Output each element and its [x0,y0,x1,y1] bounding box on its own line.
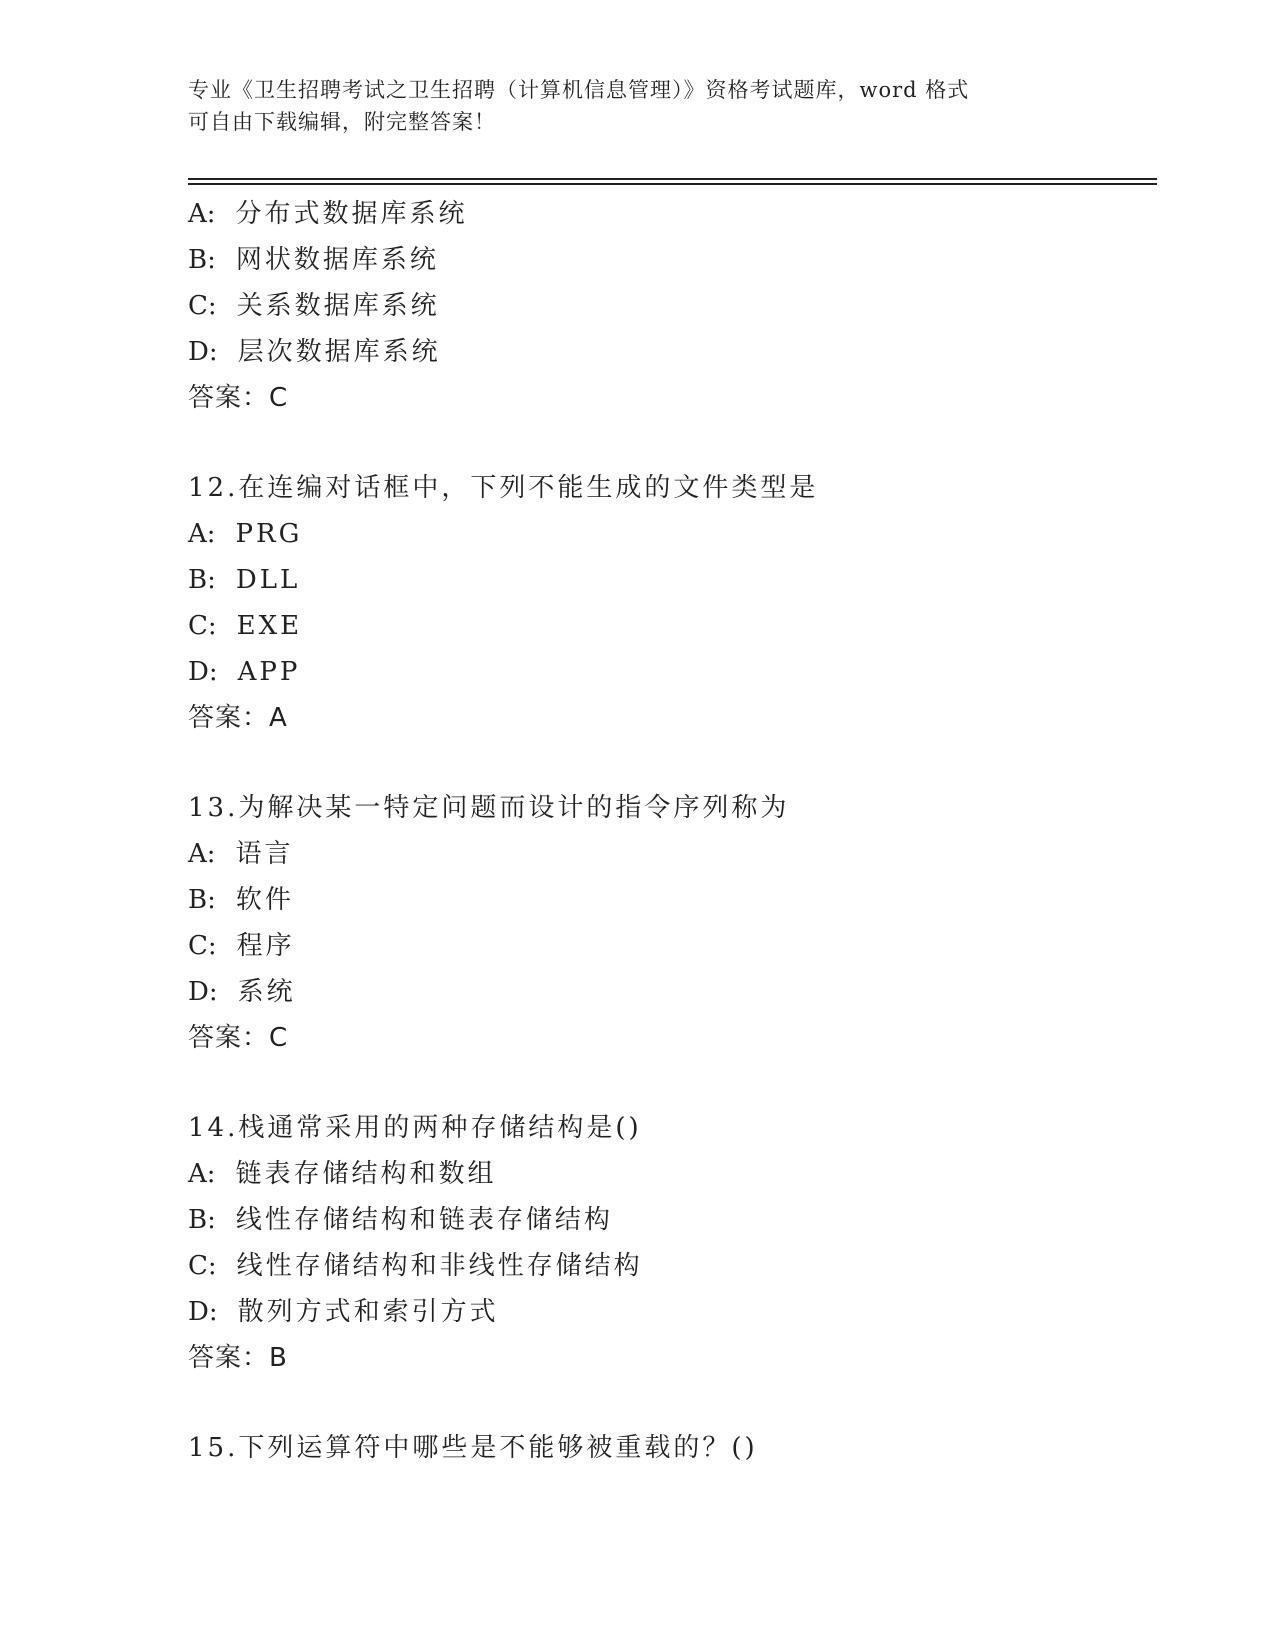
answer: 答案：C [188,1023,289,1053]
question-stem: 15.下列运算符中哪些是不能够被重载的？() [188,1433,758,1463]
option-a: A: 分布式数据库系统 [188,199,468,229]
question-12 [188,465,1168,741]
option-b: B: 软件 [188,885,294,915]
option-d: D: APP [188,657,301,687]
option-text: DLL [235,565,301,595]
option-a: A: 语言 [188,839,294,869]
question-13 [188,785,1168,1061]
header-rule-bottom [188,183,1157,185]
header-note [188,74,1088,138]
question-list [188,191,1168,1471]
answer: 答案：A [188,703,288,733]
option-text: 网状数据库系统 [235,245,439,275]
option-text: 链表存储结构和数组 [235,1159,497,1189]
header-line-2: 可自由下载编辑，附完整答案！ [188,110,496,134]
option-text: 关系数据库系统 [236,291,440,321]
question-stem: 12.在连编对话框中，下列不能生成的文件类型是 [188,473,819,503]
question-14 [188,1105,1168,1381]
option-c: C: 程序 [188,931,295,961]
header-rule-top [188,178,1157,180]
option-a: A: 链表存储结构和数组 [188,1159,497,1189]
option-c: C: 关系数据库系统 [188,291,440,321]
option-text: 散列方式和索引方式 [237,1297,499,1327]
option-d: D: 层次数据库系统 [188,337,441,367]
option-text: 程序 [236,931,295,961]
question-stem: 14.栈通常采用的两种存储结构是() [188,1113,642,1143]
option-c: C: 线性存储结构和非线性存储结构 [188,1251,643,1281]
option-text: APP [237,657,301,687]
option-b: B: 网状数据库系统 [188,245,439,275]
option-a: A: PRG [188,519,303,549]
header-line-1: 专业《卫生招聘考试之卫生招聘（计算机信息管理）》资格考试题库，word 格式 [188,78,970,102]
answer: 答案：B [188,1343,288,1373]
option-text: EXE [236,611,303,641]
option-text: 语言 [235,839,294,869]
option-c: C: EXE [188,611,303,641]
question-11 [188,191,1168,421]
option-text: PRG [235,519,303,549]
option-d: D: 系统 [188,977,296,1007]
option-b: B: 线性存储结构和链表存储结构 [188,1205,613,1235]
option-text: 线性存储结构和链表存储结构 [235,1205,613,1235]
option-text: 软件 [235,885,294,915]
option-text: 分布式数据库系统 [235,199,468,229]
option-text: 系统 [237,977,296,1007]
option-b: B: DLL [188,565,301,595]
question-15 [188,1425,1168,1471]
answer: 答案：C [188,383,289,413]
question-stem: 13.为解决某一特定问题而设计的指令序列称为 [188,793,790,823]
option-d: D: 散列方式和索引方式 [188,1297,499,1327]
option-text: 线性存储结构和非线性存储结构 [236,1251,643,1281]
option-text: 层次数据库系统 [237,337,441,367]
